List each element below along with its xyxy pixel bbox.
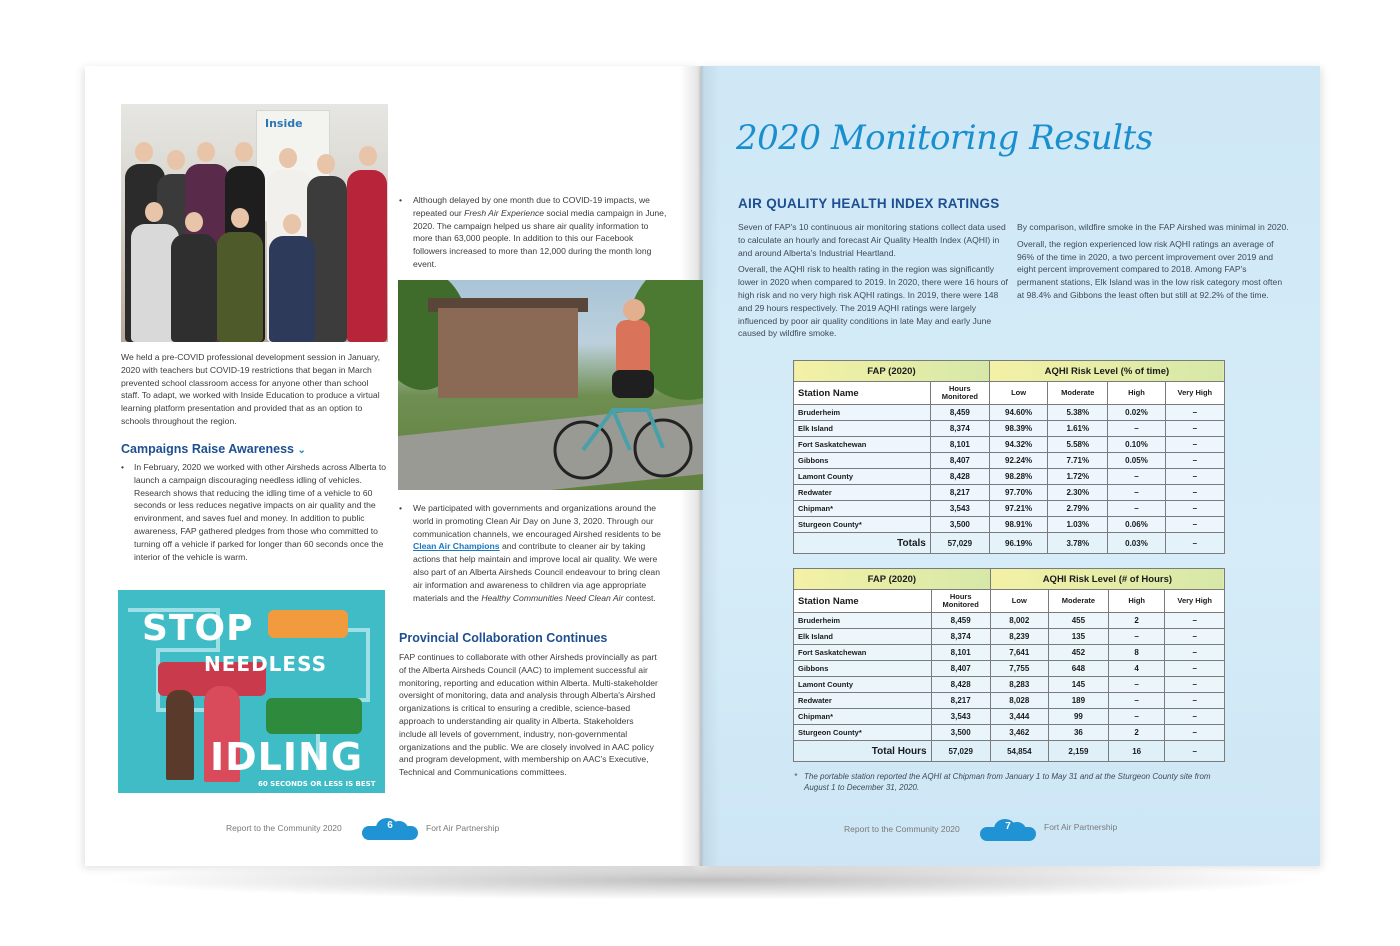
child-figure (166, 690, 194, 780)
total-cell: – (1165, 741, 1225, 762)
campaigns-bullet (121, 461, 389, 563)
col-low: Low (989, 382, 1048, 405)
table-cell: 98.91% (989, 517, 1048, 533)
total-cell: 3.78% (1048, 533, 1108, 554)
table-row (794, 645, 1225, 661)
orange-car-icon (268, 610, 348, 638)
head (279, 148, 297, 168)
table-row (794, 437, 1225, 453)
table1-group-right: AQHI Risk Level (% of time) (989, 361, 1224, 382)
clean-air-text-b: and contribute to cleaner air by taking actions that help maintain and improve local air quality. We were also part of an Alberta Airsheds Council endeavour to bring clean air information and awareness to children via age appropriate materials and the (413, 541, 660, 603)
table1-group-left: FAP (2020) (794, 361, 990, 382)
table-cell: 8,239 (990, 629, 1048, 645)
intro-paragraph: We held a pre-COVID professional development session in January, 2020 with teachers but COVID-19 restrictions that began in March prevented school classroom access for anyone other than school staff. To adapt, we worked with Inside Education to produce a virtual learning platform presentation and provided that as an option to schools throughout the region. (121, 352, 381, 426)
station-name-cell: Chipman* (794, 501, 931, 517)
station-name-cell: Fort Saskatchewan (794, 437, 931, 453)
bullet-icon: • (399, 503, 403, 513)
table-cell: 1.03% (1048, 517, 1108, 533)
table-row (794, 421, 1225, 437)
footer-report-title: Report to the Community 2020 (844, 824, 960, 834)
table-cell: 8,217 (930, 485, 989, 501)
col-moderate: Moderate (1048, 382, 1108, 405)
table-cell: 8,374 (931, 629, 990, 645)
table-cell: 0.06% (1108, 517, 1165, 533)
table-cell: 135 (1048, 629, 1108, 645)
table-cell: 3,543 (930, 501, 989, 517)
aqhi-hours-table (793, 568, 1225, 762)
table-row (794, 485, 1225, 501)
total-cell: 54,854 (990, 741, 1048, 762)
table-cell: 8,028 (990, 693, 1048, 709)
col-very-high: Very High (1165, 590, 1225, 613)
station-name-cell: Gibbons (794, 453, 931, 469)
table-row (794, 613, 1225, 629)
station-name-cell: Sturgeon County* (794, 517, 931, 533)
green-car-icon (266, 698, 362, 734)
table-cell: 36 (1048, 725, 1108, 741)
table-row (794, 661, 1225, 677)
total-cell: 0.03% (1108, 533, 1165, 554)
col-station-name: Station Name (794, 382, 931, 405)
table-cell: 5.38% (1048, 405, 1108, 421)
table-cell: 2 (1108, 613, 1164, 629)
table-cell: 92.24% (989, 453, 1048, 469)
table-row (794, 405, 1225, 421)
person (171, 234, 217, 342)
footer-report-title: Report to the Community 2020 (226, 823, 342, 833)
col-moderate: Moderate (1048, 590, 1108, 613)
col-high: High (1108, 382, 1165, 405)
table-cell: 99 (1048, 709, 1108, 725)
table-cell: 2.30% (1048, 485, 1108, 501)
total-cell: 57,029 (930, 533, 989, 554)
station-name-cell: Elk Island (794, 421, 931, 437)
table-row (794, 725, 1225, 741)
fresh-air-bullet (399, 194, 667, 271)
footnote-text: The portable station reported the AQHI at Chipman from January 1 to May 31 and at the Sturgeon County site from August 1 to December 31, 2020. (804, 772, 1211, 792)
table-cell: 8,101 (931, 645, 990, 661)
table2-header-row (794, 590, 1225, 613)
table-cell: 0.10% (1108, 437, 1165, 453)
table-row (794, 469, 1225, 485)
table-cell: 3,444 (990, 709, 1048, 725)
page-number: 7 (1005, 821, 1011, 832)
table-cell: 94.32% (989, 437, 1048, 453)
table-cell: 8,459 (931, 613, 990, 629)
table-footnote (794, 771, 1224, 793)
clean-air-text-a: We participated with governments and organizations around the world in promoting Clean Air Day on June 3, 2020. Through our communication channels, we encouraged Airshed residents to be (413, 503, 661, 539)
total-cell: 16 (1108, 741, 1164, 762)
table-cell: – (1165, 661, 1225, 677)
col-high: High (1108, 590, 1164, 613)
head (359, 146, 377, 166)
table-cell: – (1165, 613, 1225, 629)
table-cell: 8,428 (930, 469, 989, 485)
table-cell: – (1165, 437, 1224, 453)
provincial-heading: Provincial Collaboration Continues (399, 631, 608, 645)
clean-air-text-c: contest. (623, 592, 656, 603)
table-cell: 8,459 (930, 405, 989, 421)
provincial-paragraph: FAP continues to collaborate with other Airsheds provincially as part of the Alberta Airsheds Council (AAC) to implement successful air monitoring, reporting and education within Alberta. Multi-stakeholder oversight of monitoring, data and analysis through Alberta's Airshed organizations is critical to ensuring a credible, science-based approach to understanding air quality in Alberta. Stakeholders include all levels of government, industry, non-governmental organizations and the public. We are closely involved in AAC policy and program development, with membership on AAC's Executive, Technical and Communications committees. (399, 652, 658, 778)
table2-total-row (794, 741, 1225, 762)
table-cell: – (1108, 485, 1165, 501)
col-very-high: Very High (1165, 382, 1224, 405)
table-cell: 7.71% (1048, 453, 1108, 469)
page-number-cloud-icon (980, 819, 1036, 839)
head (167, 150, 185, 170)
station-name-cell: Sturgeon County* (794, 725, 932, 741)
person (347, 170, 387, 342)
table-cell: – (1165, 645, 1225, 661)
table-cell: 5.58% (1048, 437, 1108, 453)
fresh-air-text-a: Although delayed by one month due to COVID-19 impacts, we repeated our (413, 195, 650, 218)
table-row (794, 709, 1225, 725)
footer-org-name: Fort Air Partnership (1044, 822, 1118, 832)
table-cell: 0.05% (1108, 453, 1165, 469)
total-cell: 96.19% (989, 533, 1048, 554)
table-cell: 8,407 (931, 661, 990, 677)
station-name-cell: Chipman* (794, 709, 932, 725)
book-shadow (100, 860, 1320, 900)
aqhi-col2 (1017, 221, 1289, 302)
aqhi-paragraph-1: Seven of FAP's 10 continuous air monitoring stations collect data used to calculate an hourly and forecast Air Quality Health Index (AQHI) in and around Alberta's Industrial Heartland. (738, 222, 1006, 258)
total-label: Total Hours (794, 741, 932, 762)
table-cell: 7,755 (990, 661, 1048, 677)
clean-air-bullet-text (413, 502, 667, 604)
bullet-icon: • (121, 462, 125, 472)
head (185, 212, 203, 232)
table-cell: 455 (1048, 613, 1108, 629)
col-hours-monitored: Hours Monitored (931, 590, 990, 613)
table-cell: 189 (1048, 693, 1108, 709)
table-cell: – (1108, 421, 1165, 437)
table-row (794, 517, 1225, 533)
head (235, 142, 253, 162)
footnote-marker: * (794, 772, 798, 781)
table-cell: 97.21% (989, 501, 1048, 517)
poster-line-stop: STOP (142, 608, 254, 649)
group-photo (121, 104, 388, 342)
total-cell: 57,029 (931, 741, 990, 762)
fresh-air-bullet-text (413, 194, 667, 271)
table-cell: 0.02% (1108, 405, 1165, 421)
table-cell: 4 (1108, 661, 1164, 677)
table-row (794, 677, 1225, 693)
section-title: AIR QUALITY HEALTH INDEX RATINGS (738, 196, 1000, 211)
table-cell: 3,500 (931, 725, 990, 741)
table-cell: – (1165, 501, 1224, 517)
table1-total-row (794, 533, 1225, 554)
chevron-down-icon: ⌄ (297, 445, 306, 456)
table-cell: 2 (1108, 725, 1164, 741)
clean-air-bullet (399, 502, 667, 604)
table-cell: 8,217 (931, 693, 990, 709)
table-cell: – (1108, 469, 1165, 485)
table-cell: – (1108, 693, 1164, 709)
head (135, 142, 153, 162)
head (317, 154, 335, 174)
head (283, 214, 301, 234)
table-cell: – (1165, 629, 1225, 645)
table-cell: – (1108, 677, 1164, 693)
bicycle-icon (398, 280, 703, 490)
station-name-cell: Redwater (794, 693, 932, 709)
col-station-name: Station Name (794, 590, 932, 613)
table-cell: 7,641 (990, 645, 1048, 661)
table-cell: – (1165, 517, 1224, 533)
table-cell: – (1165, 469, 1224, 485)
clean-air-champions-link[interactable]: Clean Air Champions (413, 541, 500, 552)
aqhi-col1 (738, 221, 1010, 340)
footer-org-name: Fort Air Partnership (426, 823, 500, 833)
col-hours-monitored: Hours Monitored (930, 382, 989, 405)
station-name-cell: Bruderheim (794, 613, 932, 629)
healthy-communities-emphasis: Healthy Communities Need Clean Air (481, 592, 624, 603)
table-cell: – (1165, 677, 1225, 693)
cyclist-photo (398, 280, 703, 490)
table-row (794, 693, 1225, 709)
page-number-cloud-icon (362, 818, 418, 838)
table-cell: 8,101 (930, 437, 989, 453)
table-cell: – (1165, 709, 1225, 725)
table-cell: – (1165, 421, 1224, 437)
table2-group-left: FAP (2020) (794, 569, 991, 590)
poster-line-idling: IDLING (210, 735, 364, 779)
table-cell: – (1165, 453, 1224, 469)
stop-idling-poster (118, 590, 385, 793)
head (145, 202, 163, 222)
station-name-cell: Gibbons (794, 661, 932, 677)
table-cell: 94.60% (989, 405, 1048, 421)
table-cell: 98.28% (989, 469, 1048, 485)
table-cell: 452 (1048, 645, 1108, 661)
table-cell: 8,283 (990, 677, 1048, 693)
table-cell: 8 (1108, 645, 1164, 661)
head (197, 142, 215, 162)
campaigns-bullet-text: In February, 2020 we worked with other Airsheds across Alberta to launch a campaign discouraging needless idling of vehicles. Research shows that reducing the idling time of a vehicle to 60 seconds or less reduces negative impacts on air quality and the environment, and saves fuel and money. In addition to public awareness, FAP gathered pledges from those who committed to turning off a vehicle if parked for longer than 60 seconds once the interior of the vehicle is warm. (134, 462, 387, 562)
table1-header-row (794, 382, 1225, 405)
aqhi-paragraph-4: Overall, the region experienced low risk AQHI ratings an average of 96% of the time in 2020, a two percent improvement over 2019 and eight percent improvement compared to 2018. Among FAP's permanent stations, Elk Island was in the low risk category most often at 98.4% and Gibbons the least often but still at 92.2% of the time. (1017, 238, 1283, 300)
table-cell: – (1108, 501, 1165, 517)
table-cell: – (1108, 709, 1164, 725)
campaigns-heading-text: Campaigns Raise Awareness (121, 442, 294, 456)
station-name-cell: Lamont County (794, 677, 932, 693)
station-name-cell: Elk Island (794, 629, 932, 645)
table-cell: – (1165, 693, 1225, 709)
table-cell: 1.61% (1048, 421, 1108, 437)
person (217, 232, 263, 342)
aqhi-paragraph-3: By comparison, wildfire smoke in the FAP Airshed was minimal in 2020. (1017, 222, 1289, 232)
bullet-icon: • (399, 195, 403, 205)
table1-body (794, 405, 1225, 533)
table-cell: 98.39% (989, 421, 1048, 437)
table-cell: 8,428 (931, 677, 990, 693)
total-label: Totals (794, 533, 931, 554)
total-cell: – (1165, 533, 1224, 554)
table-cell: 8,407 (930, 453, 989, 469)
aqhi-paragraph-2: Overall, the AQHI risk to health rating in the region was significantly lower in 2020 when compared to 2019. In 2020, there were 16 hours of high risk and no very high risk AQHI ratings. In 2019, there were 148 and 29 hours respectively. The 2019 AQHI ratings were largely influenced by poor air quality conditions in late May and early June caused by wildfire smoke. (738, 264, 1008, 339)
table-cell: 97.70% (989, 485, 1048, 501)
table-cell: – (1165, 485, 1224, 501)
table-row (794, 629, 1225, 645)
table-cell: 1.72% (1048, 469, 1108, 485)
table-row (794, 501, 1225, 517)
station-name-cell: Redwater (794, 485, 931, 501)
table-cell: 145 (1048, 677, 1108, 693)
table-cell: – (1165, 725, 1225, 741)
table-cell: – (1108, 629, 1164, 645)
poster-tagline: 60 SECONDS OR LESS IS BEST (258, 780, 376, 788)
poster-line-needless: NEEDLESS (204, 652, 327, 676)
table-row (794, 453, 1225, 469)
table-cell: 3,462 (990, 725, 1048, 741)
table-cell: 648 (1048, 661, 1108, 677)
page-number: 6 (387, 820, 393, 831)
table-cell: 3,500 (930, 517, 989, 533)
fresh-air-text-b: social media campaign in June, 2020. The campaign helped us share air quality information to more than 63,000 people. In addition to this our Facebook followers increased to more than 12,000 during the month long event. (413, 207, 667, 269)
inside-logo: Inside (265, 117, 303, 130)
table2-body (794, 613, 1225, 741)
campaigns-heading (121, 442, 391, 456)
page-title: 2020 Monitoring Results (736, 118, 1153, 158)
station-name-cell: Bruderheim (794, 405, 931, 421)
table2-group-right: AQHI Risk Level (# of Hours) (990, 569, 1224, 590)
head (231, 208, 249, 228)
station-name-cell: Fort Saskatchewan (794, 645, 932, 661)
total-cell: 2,159 (1048, 741, 1108, 762)
table-cell: 8,374 (930, 421, 989, 437)
fresh-air-experience-emphasis: Fresh Air Experience (464, 207, 545, 218)
station-name-cell: Lamont County (794, 469, 931, 485)
col-low: Low (990, 590, 1048, 613)
table-cell: 3,543 (931, 709, 990, 725)
table-cell: – (1165, 405, 1224, 421)
table-cell: 2.79% (1048, 501, 1108, 517)
person (269, 236, 315, 342)
aqhi-percent-table (793, 360, 1225, 554)
table-cell: 8,002 (990, 613, 1048, 629)
